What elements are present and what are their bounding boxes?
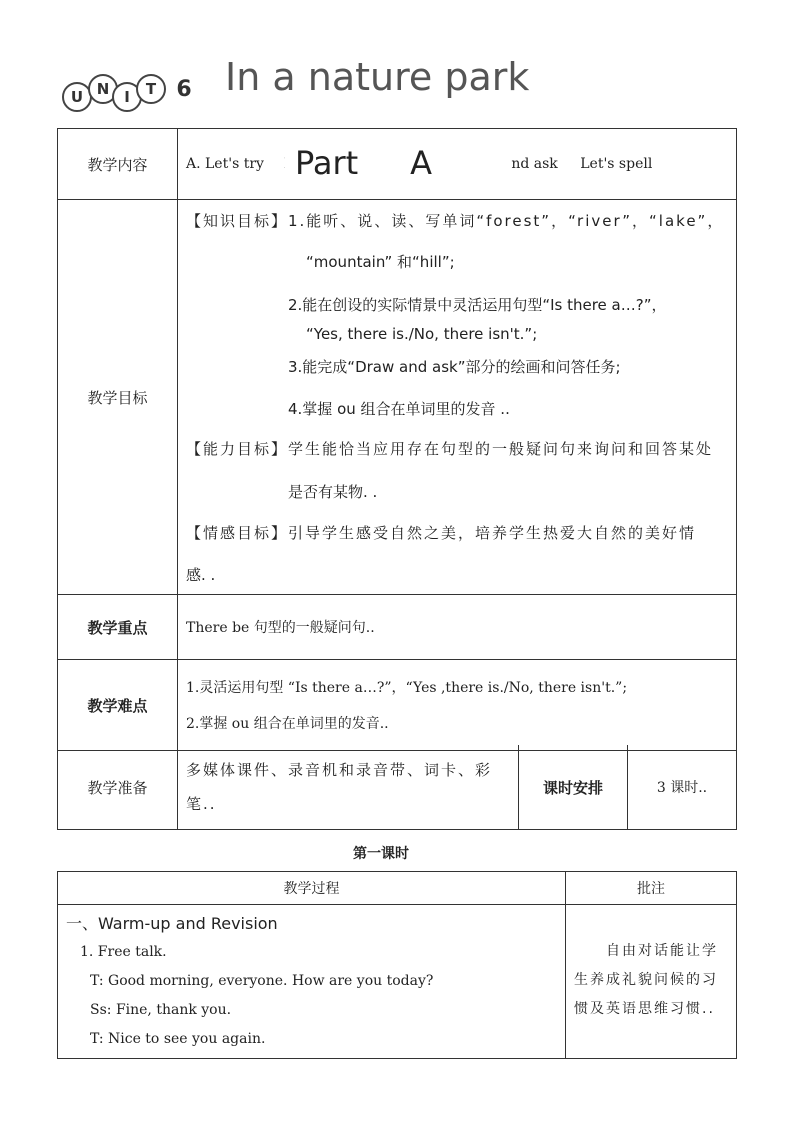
preparation-text (178, 745, 519, 830)
goal-line: “mountain” 和“hill”; (306, 253, 455, 271)
part-letter: A (410, 144, 433, 182)
difficulty-line: 2.掌握 ou 组合在单词里的发音.. (186, 716, 389, 732)
preparation-line: 笔.. (186, 795, 217, 813)
unit-letter-i: I (112, 82, 142, 112)
goal-line: 3.能完成“Draw and ask”部分的绘画和问答任务; (288, 358, 621, 376)
goal-line: 感. . (186, 566, 216, 584)
part-word: Part (295, 144, 359, 182)
goal-line: 4.掌握 ou 组合在单词里的发音 .. (288, 400, 510, 418)
key-points-text: There be 句型的一般疑问句.. (178, 595, 737, 660)
key-points-label: 教学重点 (58, 595, 178, 660)
preparation-line: 多媒体课件、录音机和录音带、词卡、彩 (186, 761, 493, 779)
unit-letter-u: U (62, 82, 92, 112)
content-label: 教学内容 (58, 129, 178, 200)
difficulties-cell (178, 660, 737, 751)
process-note: 自由对话能让学生养成礼貌问候的习惯及英语思维习惯.. (566, 905, 737, 1059)
goal-line: 2.能在创设的实际情景中灵活运用句型“Is there a…?”， (288, 296, 667, 314)
unit-letter-t: T (136, 74, 166, 104)
difficulties-label: 教学难点 (58, 660, 178, 751)
process-col-header: 教学过程 (58, 872, 566, 905)
process-line: T: Good morning, everyone. How are you today? (90, 973, 434, 989)
content-item: A. Let's try (186, 156, 264, 172)
goals-label: 教学目标 (58, 200, 178, 595)
goal-line: 是否有某物. . (288, 483, 378, 501)
process-heading: 一、Warm-up and Revision (66, 914, 278, 933)
schedule-label: 课时安排 (519, 745, 628, 830)
notes-col-header: 批注 (566, 872, 737, 905)
difficulty-line: 1.灵活运用句型 “Is there a…?”，“Yes ,there is./No, there isn't.”; (186, 680, 628, 696)
goal-line: 【能力目标】学生能恰当应用存在句型的一般疑问句来询问和回答某处 (186, 440, 714, 458)
goals-cell (178, 200, 737, 595)
unit-number: 6 (176, 77, 192, 102)
unit-letter-n: N (88, 74, 118, 104)
process-line: 1. Free talk. (80, 944, 167, 960)
process-line: Ss: Fine, thank you. (90, 1002, 232, 1018)
goal-line: 【知识目标】1.能听、说、读、写单词“forest”，“river”，“lake”， (186, 212, 725, 230)
process-line: T: Nice to see you again. (90, 1031, 266, 1047)
section-title: 第一课时 (353, 846, 409, 862)
schedule-value: 3 课时.. (628, 745, 737, 830)
process-body (58, 905, 566, 1059)
goal-line: “Yes, there is./No, there isn't.”; (306, 325, 538, 343)
page-title: In a nature park (225, 55, 530, 99)
goal-line: 【情感目标】引导学生感受自然之美，培养学生热爱大自然的美好情 (186, 524, 697, 542)
lesson-plan-table (57, 128, 737, 751)
process-table (57, 871, 737, 1059)
unit-logo (62, 72, 202, 112)
part-a-banner (285, 132, 503, 194)
preparation-table (57, 745, 737, 830)
content-item: Let's spell (580, 156, 653, 172)
content-item: nd ask (511, 156, 558, 172)
preparation-label: 教学准备 (58, 745, 178, 830)
